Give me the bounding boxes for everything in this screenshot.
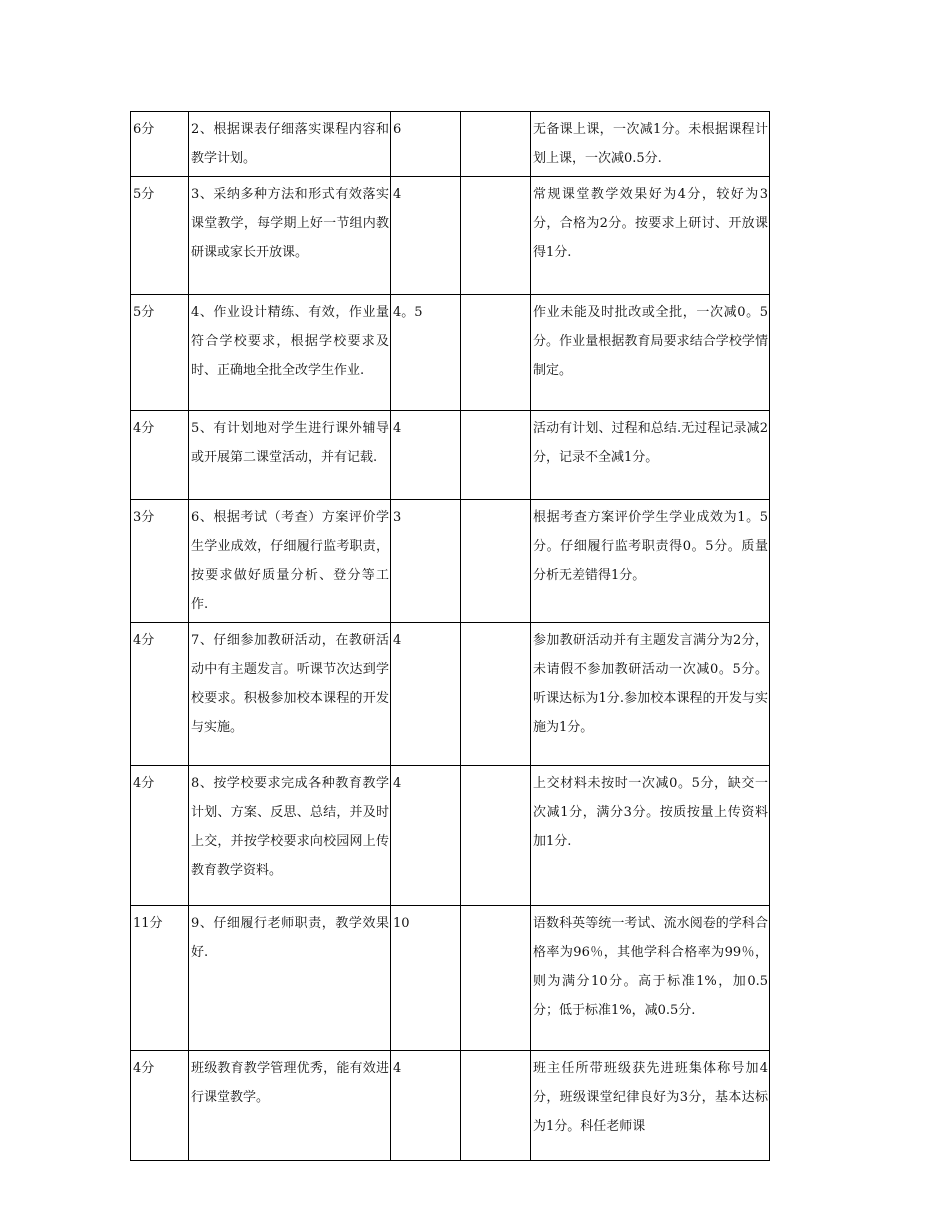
- table-row: [131, 1051, 770, 1161]
- remark-cell: [461, 112, 531, 177]
- content-cell: 6、根据考试（考查）方案评价学生学业成效，仔细履行监考职责，按要求做好质量分析、登分等工作.: [189, 500, 391, 623]
- max-score-cell: 3分: [131, 500, 189, 623]
- table-row: [131, 295, 770, 411]
- content-cell: 2、根据课表仔细落实课程内容和教学计划。: [189, 112, 391, 177]
- score-cell: 6: [391, 112, 461, 177]
- criteria-cell: 活动有计划、过程和总结.无过程记录减2分，记录不全减1分。: [531, 411, 770, 500]
- max-score-cell: 5分: [131, 177, 189, 295]
- table-row: [131, 906, 770, 1051]
- criteria-cell: 根据考查方案评价学生学业成效为1。5分。仔细履行监考职责得0。5分。质量分析无差错得1分。: [531, 500, 770, 623]
- table-row: [131, 766, 770, 906]
- content-cell: 7、仔细参加教研活动，在教研活动中有主题发言。听课节次达到学校要求。积极参加校本课程的开发与实施。: [189, 623, 391, 766]
- score-cell: 4: [391, 1051, 461, 1161]
- remark-cell: [461, 500, 531, 623]
- score-cell: 4: [391, 411, 461, 500]
- max-score-cell: 4分: [131, 1051, 189, 1161]
- table-row: [131, 177, 770, 295]
- content-cell: 4、作业设计精练、有效，作业量符合学校要求，根据学校要求及时、正确地全批全改学生作业.: [189, 295, 391, 411]
- max-score-cell: 11分: [131, 906, 189, 1051]
- criteria-cell: 无备课上课，一次减1分。未根据课程计划上课，一次减0.5分.: [531, 112, 770, 177]
- criteria-cell: 班主任所带班级获先进班集体称号加4分，班级课堂纪律良好为3分，基本达标为1分。科任老师课: [531, 1051, 770, 1161]
- max-score-cell: 4分: [131, 623, 189, 766]
- evaluation-table: [130, 111, 770, 1161]
- max-score-cell: 5分: [131, 295, 189, 411]
- score-cell: 4。5: [391, 295, 461, 411]
- content-cell: 5、有计划地对学生进行课外辅导或开展第二课堂活动，并有记载.: [189, 411, 391, 500]
- table-row: [131, 623, 770, 766]
- remark-cell: [461, 177, 531, 295]
- criteria-cell: 参加教研活动并有主题发言满分为2分，未请假不参加教研活动一次减0。5分。听课达标为1分.参加校本课程的开发与实施为1分。: [531, 623, 770, 766]
- score-cell: 4: [391, 177, 461, 295]
- max-score-cell: 6分: [131, 112, 189, 177]
- max-score-cell: 4分: [131, 766, 189, 906]
- remark-cell: [461, 411, 531, 500]
- remark-cell: [461, 906, 531, 1051]
- remark-cell: [461, 1051, 531, 1161]
- score-cell: 4: [391, 623, 461, 766]
- criteria-cell: 作业未能及时批改或全批，一次减0。5分。作业量根据教育局要求结合学校学情制定。: [531, 295, 770, 411]
- score-cell: 4: [391, 766, 461, 906]
- criteria-cell: 上交材料未按时一次减0。5分，缺交一次减1分，满分3分。按质按量上传资料加1分.: [531, 766, 770, 906]
- content-cell: 9、仔细履行老师职责，教学效果好.: [189, 906, 391, 1051]
- table-row: [131, 411, 770, 500]
- max-score-cell: 4分: [131, 411, 189, 500]
- remark-cell: [461, 295, 531, 411]
- criteria-cell: 常规课堂教学效果好为4分，较好为3分，合格为2分。按要求上研讨、开放课得1分.: [531, 177, 770, 295]
- content-cell: 8、按学校要求完成各种教育教学计划、方案、反思、总结，并及时上交，并按学校要求向校园网上传教育教学资料。: [189, 766, 391, 906]
- table-row: [131, 500, 770, 623]
- remark-cell: [461, 623, 531, 766]
- score-cell: 3: [391, 500, 461, 623]
- content-cell: 班级教育教学管理优秀，能有效进行课堂教学。: [189, 1051, 391, 1161]
- remark-cell: [461, 766, 531, 906]
- content-cell: 3、采纳多种方法和形式有效落实课堂教学，每学期上好一节组内教研课或家长开放课。: [189, 177, 391, 295]
- score-cell: 10: [391, 906, 461, 1051]
- criteria-cell: 语数科英等统一考试、流水阅卷的学科合格率为96％，其他学科合格率为99％，则为满分10分。高于标准1%，加0.5分；低于标准1%，减0.5分.: [531, 906, 770, 1051]
- table-row: [131, 112, 770, 177]
